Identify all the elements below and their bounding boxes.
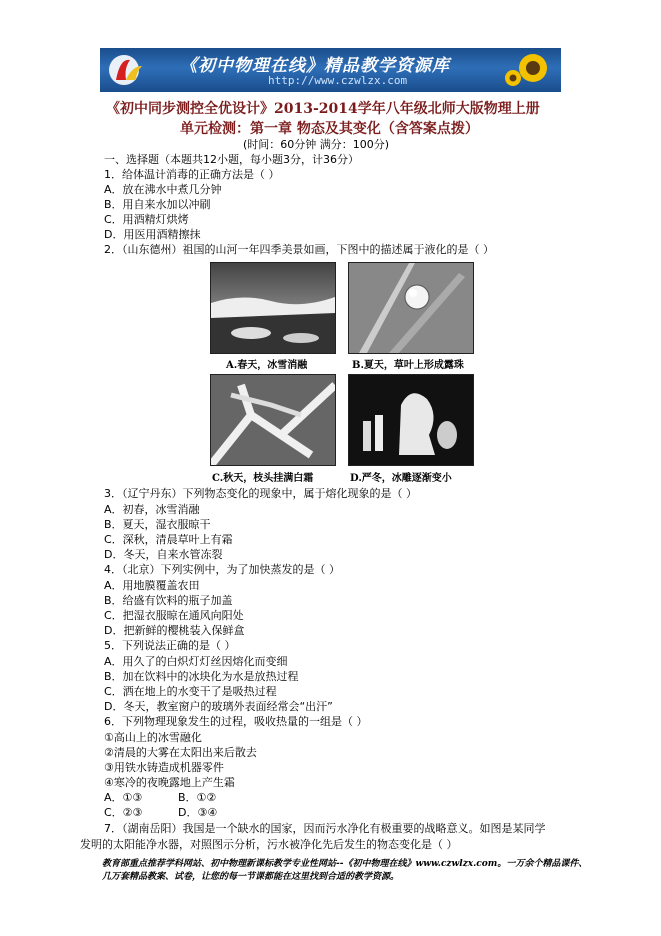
question-3-option-d: D．冬天，自来水管冻裂 [104, 548, 223, 561]
caption-a: A.春天，冰雪消融 [226, 360, 308, 371]
section-heading: 一、选择题（本题共12小题，每小题3分，计36分） [104, 153, 359, 166]
question-6-stem: 6．下列物理现象发生的过程，吸收热量的一组是（ ） [104, 715, 368, 728]
question-1-option-a: A．放在沸水中煮几分钟 [104, 183, 222, 196]
site-banner [100, 48, 561, 92]
sunflower-icon [503, 50, 555, 90]
question-6-option-d: D．③④ [178, 806, 218, 819]
photo-ice-sculpture [348, 374, 474, 466]
question-1-option-b: B．用自来水加以冲刷 [104, 198, 211, 211]
footer-line-2: 几万套精品教案、试卷，让您的每一节课都能在这里找到合适的教学资源。 [102, 872, 400, 882]
question-1-option-d: D．用医用酒精擦抹 [104, 228, 201, 241]
question-6-option-a: A．①③ [104, 791, 143, 804]
question-3-option-a: A．初春，冰雪消融 [104, 503, 200, 516]
time-info: (时间：60分钟 满分：100分) [243, 138, 390, 151]
question-6-item-2: ②清晨的大雾在太阳出来后散去 [104, 746, 257, 759]
photo-snow-melting [210, 262, 336, 354]
caption-b: B.夏天，草叶上形成露珠 [352, 360, 464, 371]
question-3-option-b: B．夏天，湿衣服晾干 [104, 518, 211, 531]
question-7-line-2: 发明的太阳能净水器，对照图示分析，污水被净化先后发生的物态变化是（ ） [80, 838, 458, 851]
question-5-option-d: D．冬天，教室窗户的玻璃外表面经常会“出汗” [104, 700, 333, 713]
question-4-option-d: D．把新鲜的樱桃装入保鲜盒 [104, 624, 245, 637]
site-logo-icon [106, 52, 150, 88]
question-6-item-3: ③用铁水铸造成机器零件 [104, 761, 224, 774]
question-5-option-a: A．用久了的白炽灯灯丝因熔化而变细 [104, 655, 288, 668]
question-1-stem: 1．给体温计消毒的正确方法是（ ） [104, 168, 280, 181]
caption-c: C.秋天，枝头挂满白霜 [212, 473, 314, 484]
question-4-option-c: C．把湿衣服晾在通风向阳处 [104, 609, 244, 622]
document-title: 《初中同步测控全优设计》2013-2014学年八年级北师大版物理上册 [106, 101, 540, 117]
question-7-line-1: 7．（湖南岳阳）我国是一个缺水的国家，因而污水净化有极重要的战略意义。如图是某同学 [104, 822, 546, 835]
question-6-item-1: ①高山上的冰雪融化 [104, 731, 202, 744]
question-4-option-b: B．给盛有饮料的瓶子加盖 [104, 594, 233, 607]
question-4-option-a: A．用地膜覆盖农田 [104, 579, 200, 592]
question-6-option-c: C．②③ [104, 806, 143, 819]
photo-frost-on-branches [210, 374, 336, 466]
question-3-stem: 3．（辽宁丹东）下列物态变化的现象中，属于熔化现象的是（ ） [104, 487, 417, 500]
question-1-option-c: C．用酒精灯烘烤 [104, 213, 189, 226]
question-2-stem: 2．（山东德州）祖国的山河一年四季美景如画，下图中的描述属于液化的是（ ） [104, 243, 494, 256]
banner-url[interactable]: http://www.czwlzx.com [268, 74, 408, 87]
caption-d: D.严冬，冰雕逐渐变小 [350, 473, 452, 484]
question-4-stem: 4．（北京）下列实例中，为了加快蒸发的是（ ） [104, 563, 340, 576]
question-3-option-c: C．深秋，清晨草叶上有霜 [104, 533, 233, 546]
document-subtitle: 单元检测：第一章 物态及其变化（含答案点拨） [180, 121, 479, 137]
footer-line-1: 教育部重点推荐学科网站、初中物理新课标教学专业性网站--《初中物理在线》www.czwlzx.com。一万余个精品课件、 [102, 859, 588, 869]
question-6-option-b: B．①② [178, 791, 217, 804]
question-5-stem: 5．下列说法正确的是（ ） [104, 639, 236, 652]
question-5-option-b: B．加在饮料中的冰块化为水是放热过程 [104, 670, 299, 683]
photo-dew-on-grass [348, 262, 474, 354]
question-5-option-c: C．洒在地上的水变干了是吸热过程 [104, 685, 277, 698]
question-6-item-4: ④寒冷的夜晚露地上产生霜 [104, 776, 235, 789]
banner-title: 《初中物理在线》精品教学资源库 [180, 56, 450, 76]
